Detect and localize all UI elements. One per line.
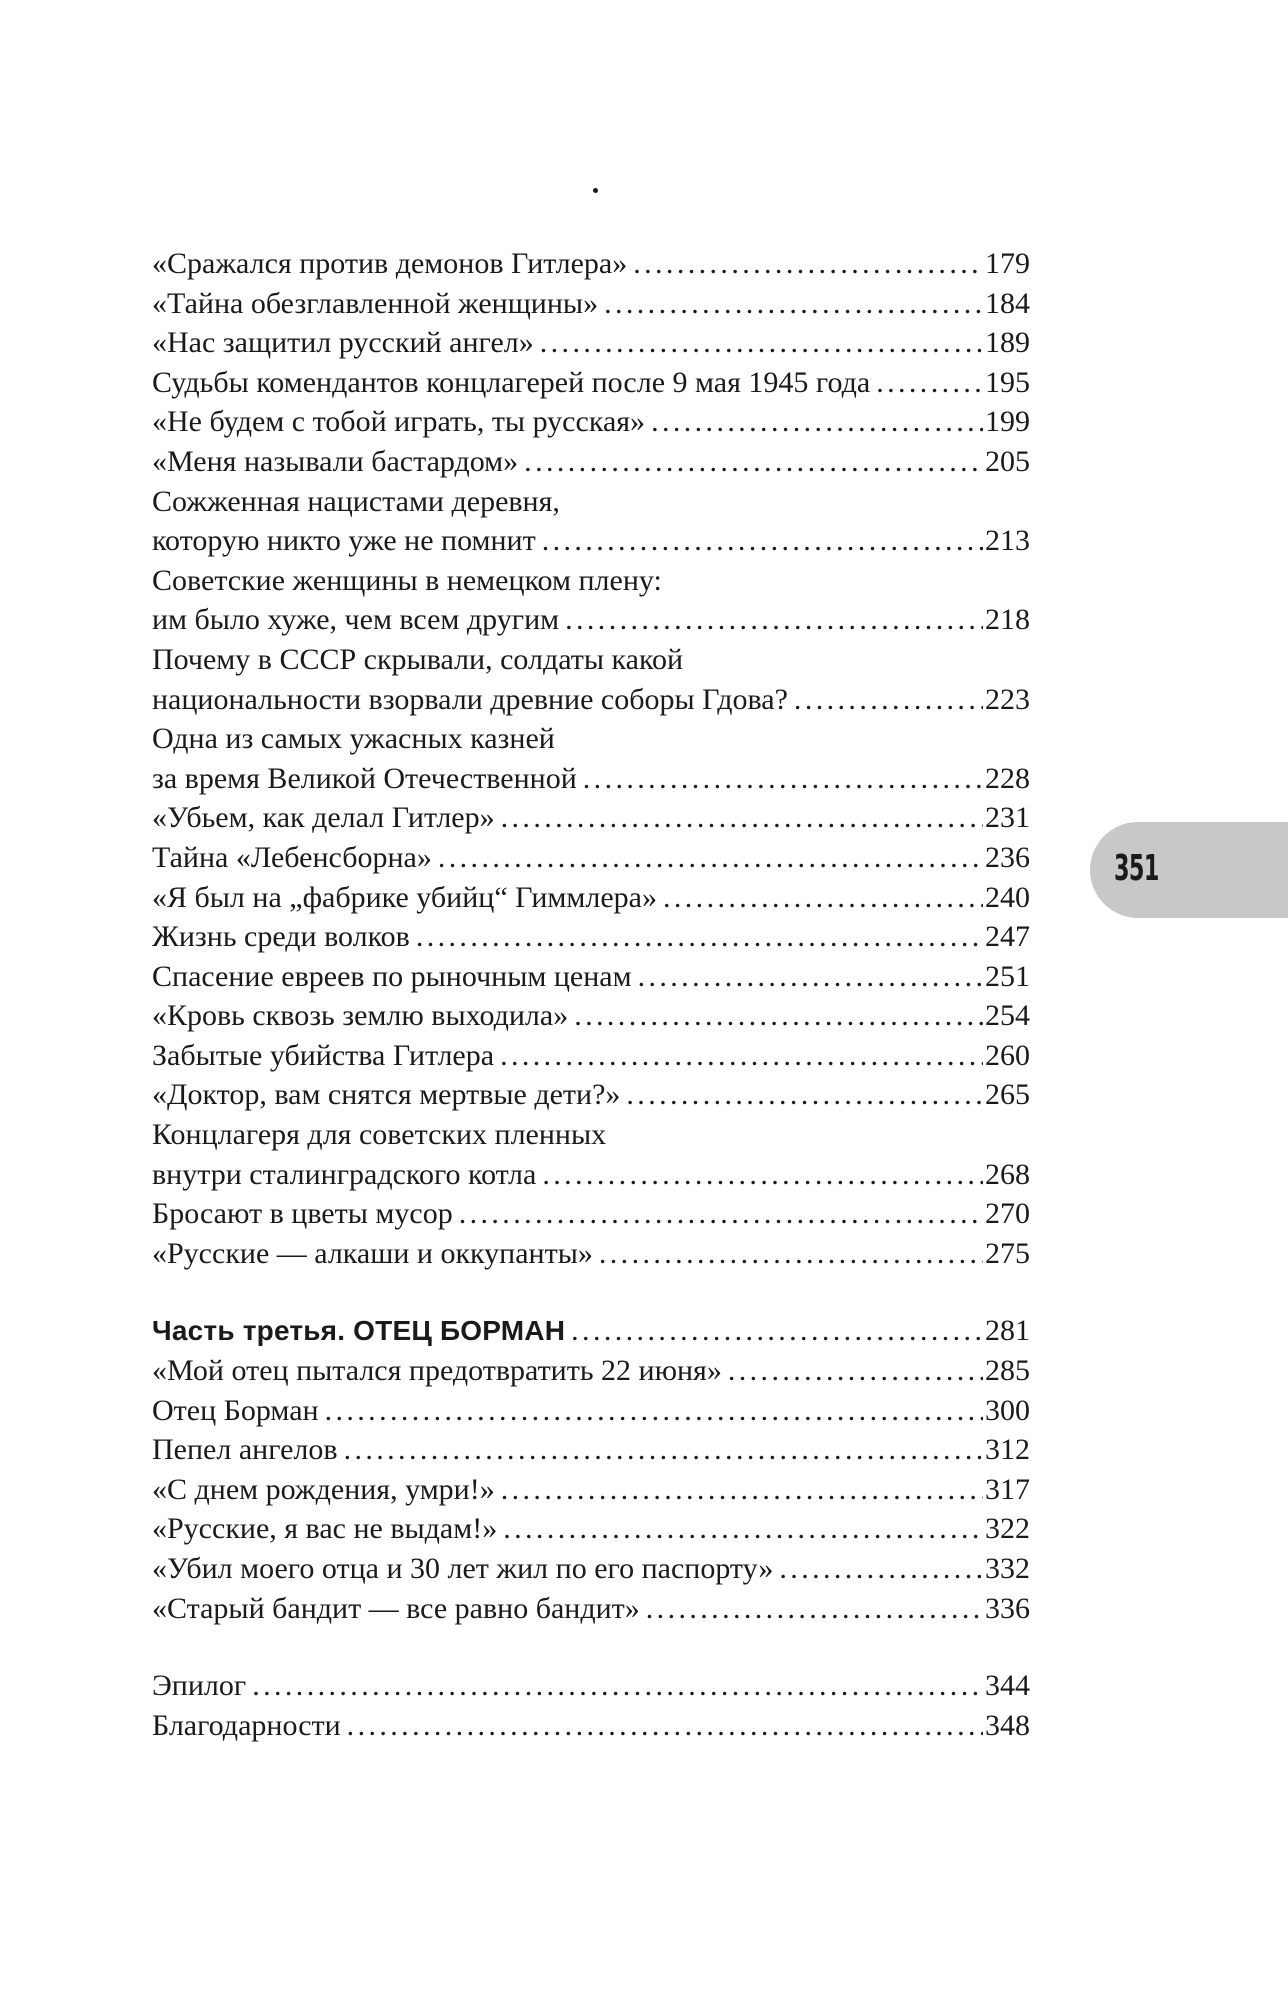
- toc-entry[interactable]: [152, 1194, 1030, 1234]
- toc-entry[interactable]: [152, 878, 1030, 918]
- entry-title: Бросают в цветы мусор: [152, 1197, 453, 1231]
- dot-leader: [542, 1155, 983, 1195]
- toc-group-back-matter: [152, 1666, 1030, 1745]
- entry-title: которую никто уже не помнит: [152, 524, 536, 558]
- toc-entry[interactable]: [152, 561, 1030, 640]
- entry-title: «Доктор, вам снятся мертвые дети?»: [152, 1078, 621, 1112]
- toc-entry[interactable]: [152, 1351, 1030, 1391]
- entry-page-number: 270: [985, 1197, 1030, 1231]
- entry-page-number: 231: [985, 801, 1030, 835]
- entry-title: «Убил моего отца и 30 лет жил по его паспорту»: [152, 1552, 774, 1585]
- entry-page-number: 213: [985, 524, 1030, 558]
- dot-leader: [794, 680, 983, 720]
- entry-title: «С днем рождения, умри!»: [152, 1472, 495, 1506]
- toc-entry[interactable]: [152, 1470, 1030, 1510]
- entry-title: им было хуже, чем всем другим: [152, 603, 560, 637]
- entry-title: Эпилог: [152, 1669, 247, 1703]
- dot-leader: [524, 442, 983, 482]
- entry-page-number: 265: [985, 1078, 1030, 1112]
- entry-title: «Тайна обезглавленной женщины»: [152, 286, 599, 320]
- entry-title: Отец Борман: [152, 1393, 319, 1427]
- entry-page-number: 184: [985, 286, 1030, 320]
- entry-title-first-line: Концлагеря для советских пленных: [152, 1118, 607, 1152]
- toc-entry[interactable]: [152, 323, 1030, 363]
- toc-entry[interactable]: [152, 1234, 1030, 1274]
- entry-page-number: 281: [985, 1314, 1030, 1348]
- entry-title: Тайна «Лебенсборна»: [152, 840, 432, 874]
- entry-page-number: 336: [985, 1591, 1030, 1625]
- dot-leader: [252, 1666, 983, 1706]
- dot-leader: [325, 1391, 983, 1431]
- entry-page-number: 247: [985, 920, 1030, 954]
- part-title: Часть третья. ОТЕЦ БОРМАН: [152, 1315, 566, 1347]
- entry-title: «Нас защитил русский ангел»: [152, 326, 534, 360]
- toc-group-part-three: [152, 1311, 1030, 1628]
- dot-leader: [540, 323, 983, 363]
- entry-page-number: 251: [985, 959, 1030, 993]
- entry-title: «Я был на „фабрике убийц“ Гиммлера»: [152, 880, 657, 914]
- entry-title: Забытые убийства Гитлера: [152, 1038, 495, 1072]
- dot-leader: [347, 1706, 983, 1746]
- toc-entry[interactable]: [152, 1075, 1030, 1115]
- dot-leader: [604, 284, 983, 324]
- entry-title: «Не будем с тобой играть, ты русская»: [152, 405, 646, 439]
- entry-page-number: 254: [985, 999, 1030, 1033]
- entry-page-number: 275: [985, 1236, 1030, 1270]
- entry-title-first-line: Сожженная нацистами деревня,: [152, 484, 560, 518]
- entry-title-first-line: Одна из самых ужасных казней: [152, 722, 555, 756]
- entry-title-first-line: Почему в СССР скрывали, солдаты какой: [152, 642, 684, 676]
- entry-page-number: 300: [985, 1393, 1030, 1427]
- entry-page-number: 240: [985, 880, 1030, 914]
- toc-entry[interactable]: [152, 719, 1030, 798]
- entry-title: национальности взорвали древние соборы Гдова?: [152, 682, 788, 716]
- toc-entry[interactable]: [152, 996, 1030, 1036]
- dot-leader: [599, 1234, 983, 1274]
- entry-page-number: 205: [985, 444, 1030, 478]
- dot-leader: [583, 759, 983, 799]
- toc-group-part-two-continued: [152, 244, 1030, 1273]
- toc-entry[interactable]: [152, 838, 1030, 878]
- entry-page-number: 312: [985, 1433, 1030, 1467]
- entry-title-first-line: Советские женщины в немецком плену:: [152, 563, 662, 597]
- entry-page-number: 195: [985, 365, 1030, 399]
- toc-part-heading[interactable]: [152, 1311, 1030, 1351]
- dot-leader: [501, 1470, 983, 1510]
- entry-title: «Меня называли бастардом»: [152, 444, 519, 478]
- toc-entry[interactable]: [152, 798, 1030, 838]
- entry-page-number: 344: [985, 1669, 1030, 1703]
- dot-leader: [876, 363, 983, 403]
- dot-leader: [633, 244, 983, 284]
- dot-leader: [651, 402, 983, 442]
- entry-title: «Мой отец пытался предотвратить 22 июня»: [152, 1354, 722, 1388]
- page-number: 351: [1114, 848, 1159, 889]
- dot-leader: [416, 917, 983, 957]
- dot-leader: [459, 1194, 983, 1234]
- dot-leader: [626, 1075, 983, 1115]
- toc-entry[interactable]: [152, 1115, 1030, 1194]
- toc-entry[interactable]: [152, 482, 1030, 561]
- entry-title: «Кровь сквозь землю выходила»: [152, 999, 569, 1033]
- toc-entry[interactable]: [152, 363, 1030, 403]
- toc-entry[interactable]: [152, 1036, 1030, 1076]
- entry-page-number: 260: [985, 1038, 1030, 1072]
- dot-leader: [542, 521, 983, 561]
- toc-entry[interactable]: [152, 284, 1030, 324]
- entry-title: «Старый бандит — все равно бандит»: [152, 1591, 640, 1625]
- entry-title: Судьбы комендантов концлагерей после 9 мая 1945 года: [152, 365, 871, 399]
- dot-leader: [638, 957, 983, 997]
- entry-title: «Убьем, как делал Гитлер»: [152, 801, 495, 835]
- toc-entry[interactable]: [152, 402, 1030, 442]
- entry-title: «Русские — алкаши и оккупанты»: [152, 1236, 593, 1270]
- entry-title: «Сражался против демонов Гитлера»: [152, 247, 628, 280]
- entry-title: за время Великой Отечественной: [152, 761, 577, 795]
- entry-title: внутри сталинградского котла: [152, 1157, 537, 1191]
- toc-entry[interactable]: [152, 244, 1030, 284]
- entry-page-number: 199: [985, 405, 1030, 439]
- entry-page-number: 268: [985, 1157, 1030, 1191]
- toc-entry[interactable]: [152, 957, 1030, 997]
- toc-entry[interactable]: [152, 1430, 1030, 1470]
- toc-entry[interactable]: [152, 1589, 1030, 1629]
- toc-entry[interactable]: [152, 917, 1030, 957]
- dot-leader: [571, 1311, 983, 1351]
- dot-leader: [438, 838, 983, 878]
- dot-leader: [500, 1036, 983, 1076]
- entry-page-number: 285: [985, 1354, 1030, 1388]
- entry-title: Благодарности: [152, 1708, 341, 1742]
- entry-page-number: 317: [985, 1472, 1030, 1506]
- entry-page-number: 348: [985, 1708, 1030, 1742]
- entry-title: Спасение евреев по рыночным ценам: [152, 959, 632, 993]
- entry-page-number: 179: [985, 247, 1030, 280]
- entry-page-number: 228: [985, 761, 1030, 795]
- dot-leader: [779, 1549, 983, 1589]
- entry-page-number: 218: [985, 603, 1030, 637]
- toc-entry[interactable]: [152, 640, 1030, 719]
- top-dot-mark: [593, 188, 598, 193]
- dot-leader: [728, 1351, 983, 1391]
- entry-title: Пепел ангелов: [152, 1433, 338, 1467]
- entry-page-number: 236: [985, 840, 1030, 874]
- dot-leader: [646, 1589, 983, 1629]
- toc-entry[interactable]: [152, 1391, 1030, 1431]
- dot-leader: [344, 1430, 983, 1470]
- entry-page-number: 322: [985, 1512, 1030, 1546]
- toc-entry[interactable]: [152, 442, 1030, 482]
- dot-leader: [501, 798, 983, 838]
- toc-entry[interactable]: [152, 1666, 1030, 1706]
- table-of-contents: [152, 244, 1030, 1745]
- dot-leader: [574, 996, 983, 1036]
- toc-entry[interactable]: [152, 1549, 1030, 1589]
- entry-page-number: 223: [985, 682, 1030, 716]
- entry-page-number: 332: [985, 1552, 1030, 1585]
- dot-leader: [663, 878, 983, 918]
- toc-entry[interactable]: [152, 1509, 1030, 1549]
- dot-leader: [565, 600, 983, 640]
- entry-title: Жизнь среди волков: [152, 920, 410, 954]
- toc-entry[interactable]: [152, 1706, 1030, 1746]
- entry-title: «Русские, я вас не выдам!»: [152, 1512, 498, 1546]
- dot-leader: [503, 1509, 983, 1549]
- entry-page-number: 189: [985, 326, 1030, 360]
